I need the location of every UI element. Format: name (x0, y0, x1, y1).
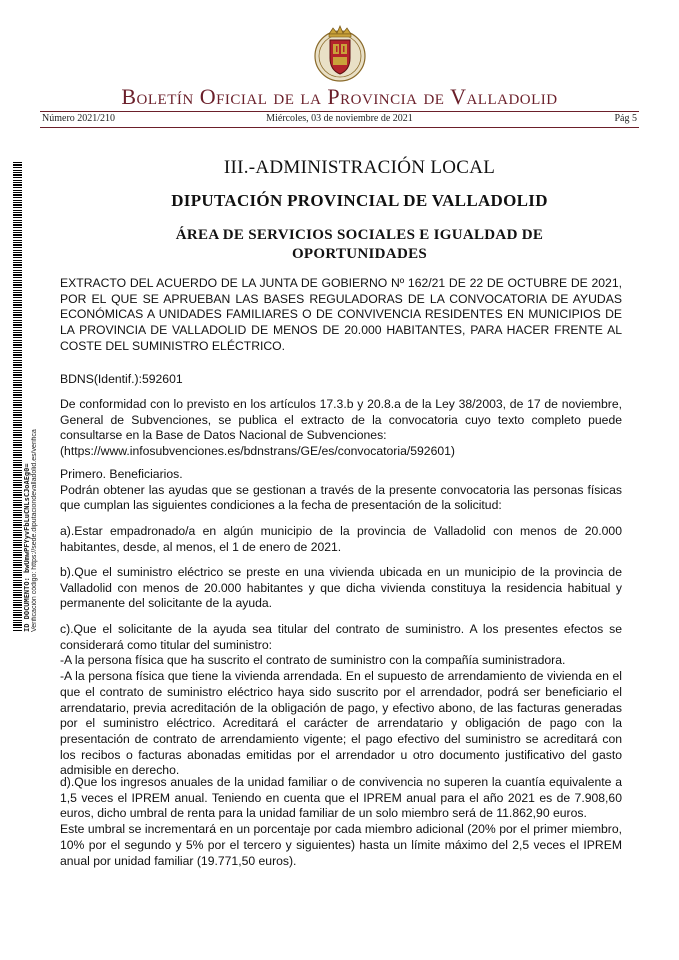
area-title: ÁREA DE SERVICIOS SOCIALES E IGUALDAD DE OPORTUNIDADES (175, 227, 544, 262)
condition-c (60, 622, 622, 779)
extract-text: EXTRACTO DEL ACUERDO DE LA JUNTA DE GOBIERNO Nº 162/21 DE 22 DE OCTUBRE DE 2021, POR EL QUE SE APRUEBAN LAS BASES REGULADORAS DE LA CONVOCATORIA DE AYUDAS ECONÓMICAS A UNIDADES FAMILIARES O DE CONVIVENCIA RESIDENTES EN MUNICIPIOS DE LA PROVINCIA DE VALLADOLID DE MENOS DE 20.000 HABITANTES, PARA HACER FRENTE AL COSTE DEL SUMINISTRO ELÉCTRICO. (60, 276, 622, 353)
condition-c-intro: c).Que el solicitante de la ayuda sea titular del contrato de suministro. A los presentes efectos se considerará como titular del suministro: (60, 622, 622, 652)
conformidad-text: De conformidad con lo previsto en los artículos 17.3.b y 20.8.a de la Ley 38/2003, de 17 de noviembre, General de Subvenciones, se publica el extracto de la convocatoria cuyo texto completo puede consultarse en la Base de Datos Nacional de Subvenciones: (60, 397, 622, 443)
condition-b (60, 565, 622, 612)
bulletin-title: Boletín Oficial de la Provincia de Valladolid (121, 84, 558, 109)
document-id: ID DOCUMENTO: bwUmwPFYyvFbLuCNLsCJoAEg0= (23, 463, 31, 632)
section-title: III.-ADMINISTRACIÓN LOCAL (223, 157, 496, 178)
issue-number: Número 2021/210 (42, 113, 116, 124)
entity-title: DIPUTACIÓN PROVINCIAL DE VALLADOLID (171, 191, 548, 210)
beneficiarios-heading: Primero. Beneficiarios. (60, 467, 183, 481)
condition-d-threshold: Este umbral se incrementará en un porcentaje por cada miembro adicional (20% por el primer miembro, 10% por el segundo y 5% por el tercero y siguientes) hasta un límite máximo del 2,5 veces el IPREM anual por unidad familiar (19.771,50 euros). (60, 822, 622, 868)
header-divider-bottom (40, 127, 639, 128)
condition-d (60, 775, 622, 869)
convocatoria-link[interactable]: (https://www.infosubvenciones.es/bdnstrans/GE/es/convocatoria/592601) (60, 444, 455, 459)
condition-a-text: a).Estar empadronado/a en algún municipio de la provincia de Valladolid con menos de 20.000 habitantes, desde, al menos, el 1 de enero de 2021. (60, 524, 622, 554)
condition-a (60, 524, 622, 555)
beneficiarios-section (60, 467, 622, 514)
conformidad-paragraph (60, 397, 622, 460)
page-number: Pág 5 (614, 113, 637, 124)
beneficiarios-text: Podrán obtener las ayudas que se gestionan a través de la presente convocatoria las personas físicas que cumplan las siguientes condiciones a la fecha de presentación de la solicitud: (60, 482, 622, 513)
condition-b-text: b).Que el suministro eléctrico se preste en una vivienda ubicada en un municipio de la provincia de Valladolid con menos de 20.000 habitantes y que dicha vivienda constituya la residencia habitual y permanente del solicitante de la ayuda. (60, 565, 622, 611)
condition-c-item-1: -A la persona física que ha suscrito el contrato de suministro con la compañía suministradora. (60, 653, 566, 668)
condition-c-item-2: -A la persona física que tiene la vivienda arrendada. En el supuesto de arrendamiento de vivienda en el que el contrato de suministro eléctrico haya sido suscrito por el arrendador, podrá ser beneficiario el arrendatario, previa acreditación de la obligación de pago, y efectivo abono, de las facturas generadas por el suministro eléctrico. Acreditará el carácter de arrendatario y obligación de pago con la presentación de contrato de arrendamiento vigente; el pago efectivo del suministro se acreditará con los recibos o facturas abonadas emitidas por el arrendador u otro documento justificativo del gasto admisible en derecho. (60, 669, 622, 778)
coat-of-arms-icon (311, 22, 369, 84)
verification-code: Verificación código: https://sede.diputaciondevalladolid.es/verifica (31, 429, 38, 632)
condition-d-text: d).Que los ingresos anuales de la unidad familiar o de convivencia no superen la cuantía equivalente a 1,5 veces el IPREM anual. Teniendo en cuenta que el IPREM anual para el año 2021 es de 7.908,60 euros, dicho umbral de renta para la unidad familiar de un solo miembro será de 11.862,90 euros. (60, 775, 622, 821)
extract-paragraph (60, 276, 622, 355)
bdns-text: BDNS(Identif.):592601 (60, 372, 183, 386)
header-meta (40, 113, 639, 127)
issue-date: Miércoles, 03 de noviembre de 2021 (266, 113, 413, 124)
header-divider (40, 111, 639, 112)
bdns-paragraph (60, 372, 622, 388)
barcode (13, 162, 22, 632)
